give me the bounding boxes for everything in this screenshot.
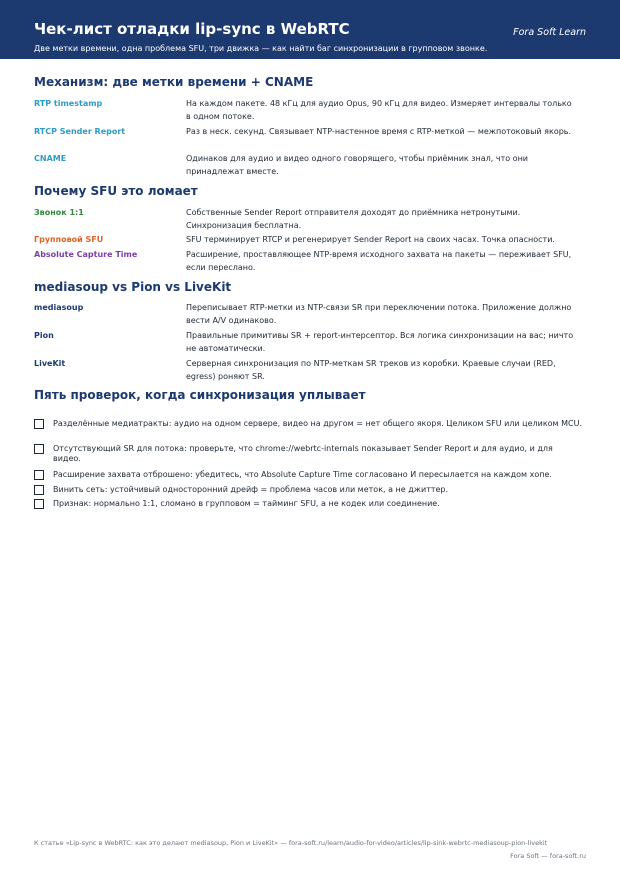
checklist-item-text: Винить сеть: устойчивый односторонний дрейф = проблема часов или меток, а не джиттер. [53,485,449,494]
section-title-mechanism: Механизм: две метки времени + CNAME [34,75,314,89]
term-description: На каждом пакете. 48 кГц для аудио Opus, 90 кГц для видео. Измеряет интервалы только в одном потоке. [186,99,572,121]
term-description: Раз в неск. секунд. Связывает NTP-настенное время с RTP-меткой — межпотоковый якорь. [186,127,572,136]
term-description: Правильные примитивы SR + report-интерсептор. Вся логика синхронизации на вас; ничто не автоматически. [186,331,574,353]
checklist-item-text: Разделённые медиатракты: аудио на одном сервере, видео на другом = нет общего якоря. Целиком SFU или целиком MCU. [53,419,583,428]
checkbox[interactable] [34,444,44,454]
term-description: Одинаков для аудио и видео одного говорящего, чтобы приёмник знал, что они принадлежат вместе. [186,154,529,176]
checkbox[interactable] [34,485,44,495]
brand-label: Fora Soft Learn [513,27,586,38]
term-description: Переписывает RTP-метки из NTP-связи SR при переключении потока. Приложение должно вести A/V одинаково. [186,303,572,325]
term-label: Групповой SFU [34,235,104,244]
section-title-sfu: Почему SFU это ломает [34,184,198,198]
footer-source-link: К статье «Lip-sync в WebRTC: как это делают mediasoup, Pion и LiveKit» — fora-soft.ru/learn/audio-for-video/articles/lip-sink-webrtc-mediasoup-pion-livekit [34,839,548,847]
term-description: SFU терминирует RTCP и регенерирует Sender Report на своих часах. Точка опасности. [186,235,555,244]
term-label: LiveKit [34,359,66,368]
checkbox[interactable] [34,419,44,429]
term-label: RTCP Sender Report [34,127,126,136]
checkbox[interactable] [34,470,44,480]
term-label: Absolute Capture Time [34,250,138,259]
page-title: Чек-лист отладки lip-sync в WebRTC [34,20,350,38]
term-label: CNAME [34,154,67,163]
checklist-item-text: Расширение захвата отброшено: убедитесь, что Absolute Capture Time согласовано И пересылается на каждом хопе. [53,470,552,479]
checklist-item-text: Отсутствующий SR для потока: проверьте, что chrome://webrtc-internals показывает Sender Report и для аудио, и для видео. [53,444,553,463]
term-description: Серверная синхронизация по NTP-меткам SR треков из коробки. Краевые случаи (RED, egress) роняют SR. [186,359,556,381]
page-subtitle: Две метки времени, одна проблема SFU, три движка — как найти баг синхронизации в групповом звонке. [34,44,488,53]
section-title-engines: mediasoup vs Pion vs LiveKit [34,280,232,294]
section-title-checklist: Пять проверок, когда синхронизация уплывает [34,388,366,402]
header-banner [0,0,620,59]
checklist-item-text: Признак: нормально 1:1, сломано в групповом = тайминг SFU, а не кодек или соединение. [53,499,440,508]
footer-brand: Fora Soft — fora-soft.ru [510,852,586,860]
term-description: Расширение, проставляющее NTP-время исходного захвата на пакеты — переживает SFU, если переслано. [186,250,572,272]
checkbox[interactable] [34,499,44,509]
term-description: Собственные Sender Report отправителя доходят до приёмника нетронутыми. Синхронизация бесплатна. [186,208,521,230]
term-label: mediasoup [34,303,84,312]
term-label: Pion [34,331,54,340]
term-label: RTP timestamp [34,99,103,108]
term-label: Звонок 1:1 [34,208,84,217]
